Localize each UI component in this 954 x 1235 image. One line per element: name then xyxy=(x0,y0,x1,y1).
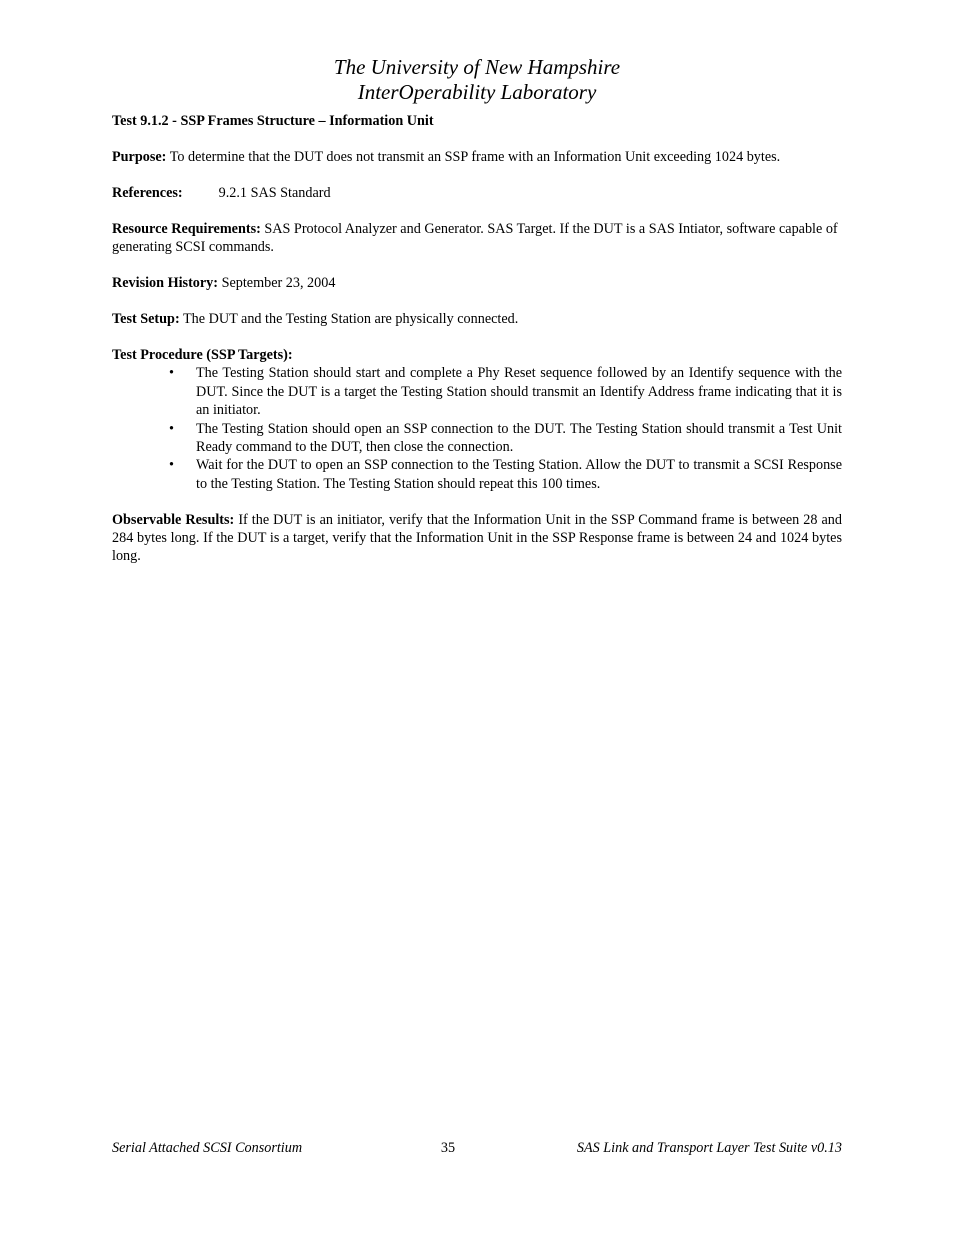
list-item: • The Testing Station should start and complete a Phy Reset sequence followed by an Identify sequence with the DUT. Since the DUT is a target the Testing Station should transmit an Identify Address frame indicating that it is an initiator. xyxy=(169,365,842,418)
list-item: • The Testing Station should open an SSP connection to the DUT. The Testing Station should transmit a Test Unit Ready command to the DUT, then close the connection. xyxy=(169,420,842,455)
revision-section xyxy=(112,274,842,292)
resource-text: SAS Protocol Analyzer and Generator. SAS Target. If the DUT is a SAS Intiator, software capable of generating SCSI commands. xyxy=(112,221,838,256)
setup-text: The DUT and the Testing Station are physically connected. xyxy=(182,311,519,328)
observable-label: Observable Results: xyxy=(112,511,235,528)
observable-section xyxy=(112,511,842,566)
bullet: • xyxy=(169,365,174,382)
page-footer xyxy=(112,1140,842,1160)
setup-label: Test Setup: xyxy=(112,311,180,328)
list-item: • Wait for the DUT to open an SSP connection to the Testing Station. Allow the DUT to transmit a SCSI Response to the Testing Station. The Testing Station should repeat this 100 times. xyxy=(169,457,842,492)
revision-text: September 23, 2004 xyxy=(221,275,336,292)
resource-label: Resource Requirements: xyxy=(112,221,261,237)
revision-label: Revision History: xyxy=(112,275,219,292)
bullet: • xyxy=(169,457,174,474)
document-body xyxy=(112,112,842,583)
test-title: Test 9.1.2 - SSP Frames Structure – Information Unit xyxy=(112,113,434,129)
bullet: • xyxy=(169,420,174,437)
references-section xyxy=(112,184,842,202)
references-label: References: xyxy=(112,185,183,201)
purpose-section xyxy=(112,148,842,166)
procedure-label: Test Procedure (SSP Targets): xyxy=(112,347,293,364)
page-header xyxy=(0,55,954,105)
footer-suite-title: SAS Link and Transport Layer Test Suite v0.13 xyxy=(576,1140,842,1156)
procedure-steps xyxy=(112,364,842,492)
purpose-label: Purpose: xyxy=(112,149,167,165)
resource-section xyxy=(112,220,842,256)
references-text: 9.2.1 SAS Standard xyxy=(218,185,331,201)
page-number: 35 xyxy=(440,1140,456,1156)
setup-section xyxy=(112,310,842,328)
header-laboratory: InterOperability Laboratory xyxy=(357,80,597,104)
observable-text: If the DUT is an initiator, verify that the Information Unit in the SSP Command frame is between 28 and 284 bytes long. If the DUT is a target, verify that the Information Unit in the SSP Response frame is between 24 and 1024 bytes long. xyxy=(112,511,842,565)
header-university: The University of New Hampshire xyxy=(333,55,621,79)
purpose-text: To determine that the DUT does not transmit an SSP frame with an Information Unit exceeding 1024 bytes. xyxy=(169,149,781,165)
footer-consortium: Serial Attached SCSI Consortium xyxy=(112,1140,303,1156)
